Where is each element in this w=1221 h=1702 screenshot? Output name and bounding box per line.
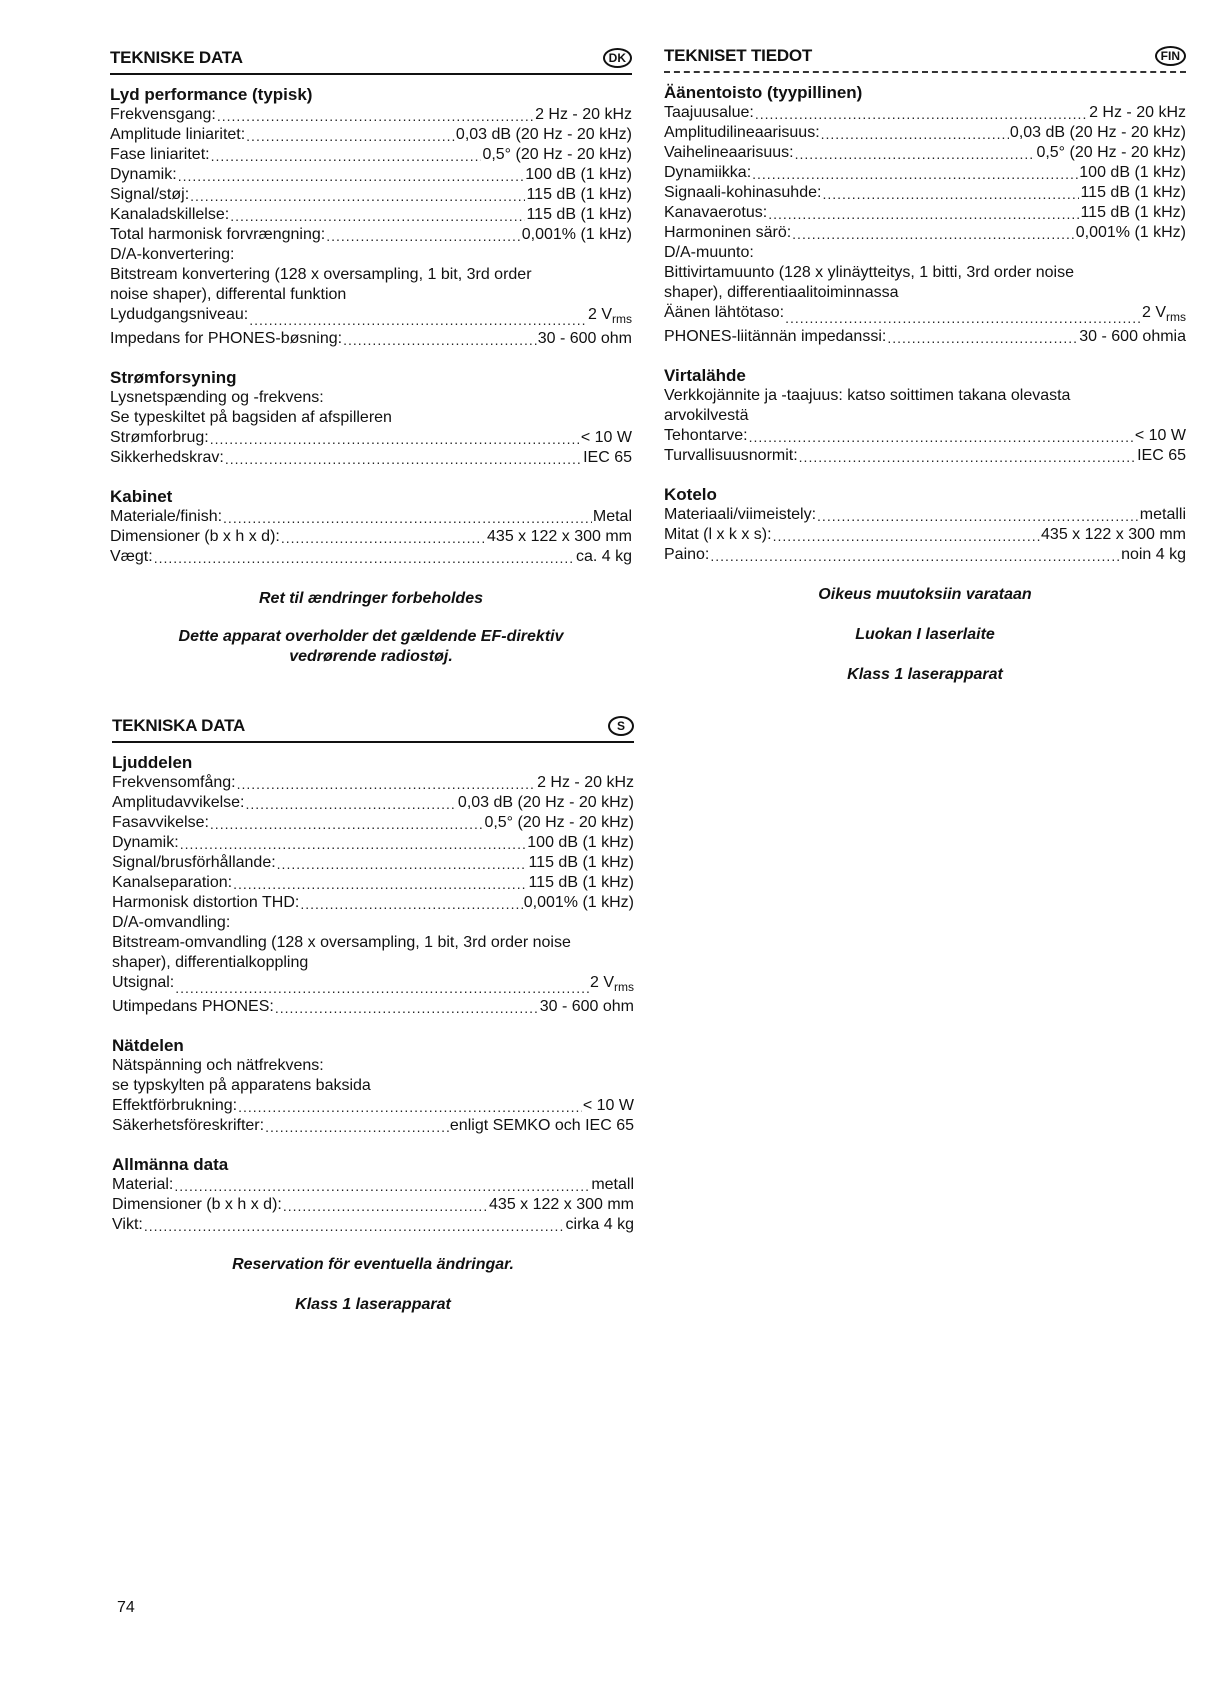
spec-text: se typskylten på apparatens baksida	[112, 1077, 371, 1094]
ef-directive-note-line2: vedrørende radiostøj.	[289, 648, 453, 665]
spec-value: < 10 W	[580, 429, 632, 446]
spec-text: D/A-konvertering:	[110, 246, 235, 263]
spec-row	[664, 327, 1186, 347]
spec-value: 0,001% (1 kHz)	[1075, 224, 1186, 241]
spec-label: Dynamik:	[110, 166, 177, 183]
section-title: TEKNISKA DATA	[112, 716, 246, 735]
spec-text: Bitstream-omvandling (128 x oversampling, 1 bit, 3rd order noise	[112, 934, 571, 951]
spec-label: Signaali-kohinasuhde:	[664, 184, 822, 201]
power-section	[112, 1036, 634, 1136]
spec-row	[112, 997, 634, 1017]
spec-row	[110, 547, 632, 567]
spec-label: Tehontarve:	[664, 427, 748, 444]
spec-row	[110, 305, 632, 329]
spec-text: noise shaper), differental funktion	[110, 286, 347, 303]
spec-row	[112, 1215, 634, 1235]
spec-label: PHONES-liitännän impedanssi:	[664, 328, 887, 345]
power-section	[110, 368, 632, 468]
spec-label: Paino:	[664, 546, 710, 563]
ef-directive-note: Dette apparat overholder det gældende EF-direktiv	[178, 628, 564, 645]
spec-text: Lysnetspænding og -frekvens:	[110, 389, 324, 406]
spec-text: arvokilvestä	[664, 407, 749, 424]
spec-row	[112, 1116, 634, 1136]
spec-value: 435 x 122 x 300 mm	[489, 1196, 634, 1213]
section-header	[110, 46, 632, 75]
spec-row	[110, 448, 632, 468]
spec-row	[664, 223, 1186, 243]
spec-label: Frekvensgang:	[110, 106, 216, 123]
spec-row	[112, 853, 634, 873]
spec-value: 30 - 600 ohmia	[1079, 328, 1186, 345]
spec-value: cirka 4 kg	[565, 1216, 634, 1233]
spec-label: Taajuusalue:	[664, 104, 754, 121]
spec-value: 435 x 122 x 300 mm	[487, 528, 632, 545]
spec-label: Impedans for PHONES-bøsning:	[110, 330, 343, 347]
spec-row	[112, 1096, 634, 1116]
spec-row	[664, 123, 1186, 143]
section-title: TEKNISET TIEDOT	[664, 46, 813, 65]
spec-label: Dynamiikka:	[664, 164, 752, 181]
subsection-title: Strømforsyning	[110, 368, 237, 387]
spec-value: IEC 65	[583, 449, 632, 466]
spec-label: Signal/brusförhållande:	[112, 854, 276, 871]
spec-row	[664, 103, 1186, 123]
spec-label: Vikt:	[112, 1216, 143, 1233]
spec-value: enligt SEMKO och IEC 65	[449, 1117, 634, 1134]
spec-row	[110, 105, 632, 125]
spec-row	[664, 505, 1186, 525]
spec-row	[112, 833, 634, 853]
spec-label: Fase liniaritet:	[110, 146, 210, 163]
spec-row	[110, 225, 632, 245]
spec-text: D/A-muunto:	[664, 244, 754, 261]
spec-row	[112, 773, 634, 793]
spec-label: Dynamik:	[112, 834, 179, 851]
spec-text: Nätspänning och nätfrekvens:	[112, 1057, 324, 1074]
subsection-title: Äänentoisto (tyypillinen)	[664, 83, 863, 102]
spec-row	[110, 165, 632, 185]
spec-value: 115 dB (1 kHz)	[528, 854, 634, 871]
spec-value: 435 x 122 x 300 mm	[1041, 526, 1186, 543]
disclaimer-note: Ret til ændringer forbeholdes	[258, 590, 483, 607]
spec-label: Materiale/finish:	[110, 508, 223, 525]
spec-row	[664, 545, 1186, 565]
section-title: TEKNISKE DATA	[110, 48, 243, 67]
spec-value: 115 dB (1 kHz)	[1080, 184, 1186, 201]
spec-label: Amplitudavvikelse:	[112, 794, 245, 811]
spec-row	[112, 793, 634, 813]
spec-label: Material:	[112, 1176, 174, 1193]
spec-row	[110, 527, 632, 547]
swedish-tech-data	[112, 714, 634, 1315]
subsection-title: Nätdelen	[112, 1036, 184, 1055]
subsection-title: Ljuddelen	[112, 753, 193, 772]
spec-row	[110, 125, 632, 145]
section-header	[112, 714, 634, 743]
finnish-tech-data	[664, 44, 1186, 685]
spec-label: Kanalseparation:	[112, 874, 233, 891]
spec-label: Harmoninen särö:	[664, 224, 792, 241]
spec-value: 0,5° (20 Hz - 20 kHz)	[482, 146, 632, 163]
cabinet-section	[664, 485, 1186, 565]
spec-value: 30 - 600 ohm	[539, 998, 634, 1015]
spec-label: Äänen lähtötaso:	[664, 304, 785, 321]
laser-class-note: Luokan I laserlaite	[855, 626, 995, 643]
spec-label: Vaihelineaarisuus:	[664, 144, 794, 161]
spec-label: Lydudgangsniveau:	[110, 306, 249, 323]
spec-label: Amplitudilineaarisuus:	[664, 124, 820, 141]
spec-label: Dimensioner (b x h x d):	[110, 528, 280, 545]
danish-tech-data	[110, 46, 632, 667]
spec-text: D/A-omvandling:	[112, 914, 231, 931]
audio-section	[112, 753, 634, 1017]
page-number: 74	[117, 1599, 135, 1616]
general-section	[112, 1155, 634, 1235]
spec-value: < 10 W	[1134, 427, 1186, 444]
audio-section	[664, 83, 1186, 347]
spec-text: Bitstream konvertering (128 x oversampling, 1 bit, 3rd order	[110, 266, 532, 283]
spec-value: 2 $V_{rms}$	[589, 974, 634, 994]
spec-text: Se typeskiltet på bagsiden af afspilleren	[110, 409, 392, 426]
spec-label: Kanaladskillelse:	[110, 206, 230, 223]
subsection-title: Kotelo	[664, 485, 717, 504]
spec-value: < 10 W	[582, 1097, 634, 1114]
laser-class-note: Klass 1 laserapparat	[295, 1296, 451, 1313]
spec-row	[110, 185, 632, 205]
spec-label: Vægt:	[110, 548, 153, 565]
country-badge-fin-icon: FIN	[1155, 46, 1186, 66]
spec-value: 0,001% (1 kHz)	[523, 894, 634, 911]
spec-row	[110, 145, 632, 165]
spec-value: metall	[591, 1176, 634, 1193]
spec-row	[664, 525, 1186, 545]
spec-row	[110, 329, 632, 349]
spec-row	[664, 143, 1186, 163]
spec-row	[664, 426, 1186, 446]
spec-value: 0,5° (20 Hz - 20 kHz)	[1036, 144, 1186, 161]
cabinet-section	[110, 487, 632, 567]
spec-row	[112, 893, 634, 913]
laser-class-note-se: Klass 1 laserapparat	[847, 666, 1003, 683]
spec-label: Signal/støj:	[110, 186, 190, 203]
spec-value: 2 Hz - 20 kHz	[537, 774, 634, 791]
spec-row	[664, 303, 1186, 327]
subsection-title: Lyd performance (typisk)	[110, 85, 313, 104]
spec-row	[112, 813, 634, 833]
spec-value: 100 dB (1 kHz)	[527, 834, 634, 851]
spec-value: ca. 4 kg	[575, 548, 632, 565]
spec-text: Verkkojännite ja -taajuus: katso soittimen takana olevasta	[664, 387, 1071, 404]
spec-label: Sikkerhedskrav:	[110, 449, 224, 466]
spec-text: shaper), differentiaalitoiminnassa	[664, 284, 899, 301]
spec-value: 115 dB (1 kHz)	[526, 206, 632, 223]
spec-value: 2 Hz - 20 kHz	[1089, 104, 1186, 121]
spec-row	[110, 428, 632, 448]
spec-value: 0,5° (20 Hz - 20 kHz)	[484, 814, 634, 831]
disclaimer-note: Reservation för eventuella ändringar.	[232, 1256, 514, 1273]
spec-value: 0,03 dB (20 Hz - 20 kHz)	[1009, 124, 1186, 141]
spec-row	[112, 1175, 634, 1195]
spec-label: Frekvensomfång:	[112, 774, 236, 791]
power-section	[664, 366, 1186, 466]
spec-value: Metal	[592, 508, 632, 525]
spec-label: Amplitude liniaritet:	[110, 126, 246, 143]
spec-value: 115 dB (1 kHz)	[528, 874, 634, 891]
spec-label: Utimpedans PHONES:	[112, 998, 274, 1015]
subsection-title: Allmänna data	[112, 1155, 229, 1174]
spec-text: shaper), differentialkoppling	[112, 954, 309, 971]
spec-label: Effektförbrukning:	[112, 1097, 238, 1114]
spec-label: Total harmonisk forvrængning:	[110, 226, 326, 243]
spec-label: Strømforbrug:	[110, 429, 209, 446]
spec-value: noin 4 kg	[1121, 546, 1186, 563]
spec-text: Bittivirtamuunto (128 x ylinäytteitys, 1 bitti, 3rd order noise	[664, 264, 1074, 281]
spec-label: Säkerhetsföreskrifter:	[112, 1117, 265, 1134]
disclaimer-note: Oikeus muutoksiin varataan	[818, 586, 1032, 603]
spec-label: Turvallisuusnormit:	[664, 447, 798, 464]
spec-label: Harmonisk distortion THD:	[112, 894, 300, 911]
country-badge-s-icon: S	[608, 716, 634, 736]
spec-label: Dimensioner (b x h x d):	[112, 1196, 282, 1213]
spec-row	[110, 205, 632, 225]
spec-value: IEC 65	[1137, 447, 1186, 464]
spec-value: 0,001% (1 kHz)	[521, 226, 632, 243]
subsection-title: Kabinet	[110, 487, 173, 506]
spec-value: 0,03 dB (20 Hz - 20 kHz)	[457, 794, 634, 811]
spec-value: 100 dB (1 kHz)	[525, 166, 632, 183]
spec-row	[112, 873, 634, 893]
spec-value: 30 - 600 ohm	[537, 330, 632, 347]
spec-label: Mitat (l x k x s):	[664, 526, 772, 543]
spec-label: Utsignal:	[112, 974, 175, 991]
spec-value: 100 dB (1 kHz)	[1079, 164, 1186, 181]
spec-label: Materiaali/viimeistely:	[664, 506, 817, 523]
spec-row	[112, 973, 634, 997]
spec-row	[112, 1195, 634, 1215]
spec-value: 2 Hz - 20 kHz	[535, 106, 632, 123]
audio-section	[110, 85, 632, 349]
spec-row	[664, 203, 1186, 223]
subsection-title: Virtalähde	[664, 366, 746, 385]
country-badge-dk-icon: DK	[603, 48, 632, 68]
spec-value: 2 $V_{rms}$	[587, 306, 632, 326]
spec-row	[664, 163, 1186, 183]
spec-row	[664, 446, 1186, 466]
spec-value: 115 dB (1 kHz)	[526, 186, 632, 203]
spec-value: 2 $V_{rms}$	[1141, 304, 1186, 324]
spec-label: Fasavvikelse:	[112, 814, 209, 831]
spec-row	[110, 507, 632, 527]
spec-value: 0,03 dB (20 Hz - 20 kHz)	[455, 126, 632, 143]
spec-row	[664, 183, 1186, 203]
spec-value: metalli	[1139, 506, 1186, 523]
spec-label: Kanavaerotus:	[664, 204, 768, 221]
spec-value: 115 dB (1 kHz)	[1080, 204, 1186, 221]
section-header	[664, 44, 1186, 73]
